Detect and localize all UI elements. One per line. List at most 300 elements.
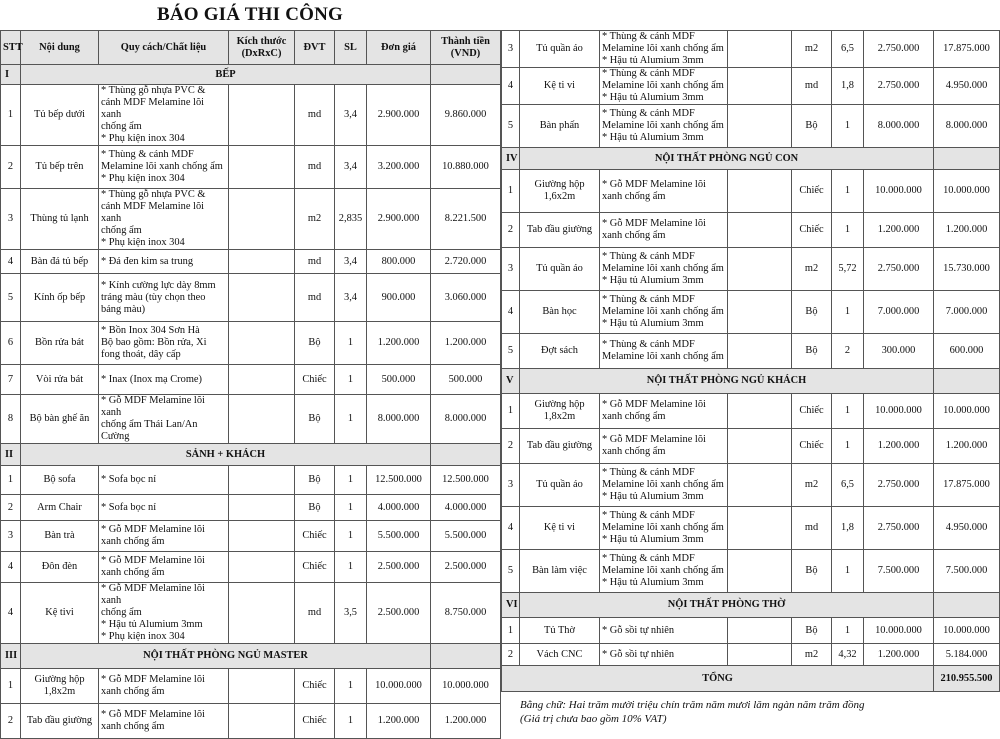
row-total: 10.000.000 (934, 618, 1000, 644)
row-stt: 1 (1, 669, 21, 704)
row-item-name: Thùng tủ lạnh (21, 189, 99, 250)
row-spec: * Thùng & cánh MDF Melamine lõi xanh chống ẩm * Hậu tủ Alumium 3mm (600, 507, 728, 550)
row-stt: 4 (1, 583, 21, 644)
row-item-name: Giường hộp 1,8x2m (21, 669, 99, 704)
section-title: SẢNH + KHÁCH (21, 444, 431, 466)
row-qty: 3,4 (335, 85, 367, 146)
row-item-name: Giường hộp 1,8x2m (520, 394, 600, 429)
row-price: 7.500.000 (864, 550, 934, 593)
row-spec: * Gỗ MDF Melamine lõi xanh chống ẩm (99, 552, 229, 583)
row-spec: * Thùng gỗ nhựa PVC & cánh MDF Melamine lõi xanh chống ẩm * Phụ kiện inox 304 (99, 85, 229, 146)
row-price: 1.200.000 (367, 322, 431, 365)
row-stt: 2 (1, 495, 21, 521)
row-qty: 3,4 (335, 274, 367, 322)
row-total: 4.950.000 (934, 507, 1000, 550)
table-row (1, 395, 501, 444)
row-size (728, 644, 792, 666)
row-price: 2.750.000 (864, 68, 934, 105)
row-item-name: Bàn làm việc (520, 550, 600, 593)
row-unit: Bộ (295, 495, 335, 521)
row-unit: md (295, 85, 335, 146)
row-price: 10.000.000 (864, 618, 934, 644)
vat-note: (Giá trị chưa bao gồm 10% VAT) (520, 713, 667, 725)
row-spec: * Thùng & cánh MDF Melamine lõi xanh chống ẩm * Hậu tủ Alumium 3mm (600, 105, 728, 148)
row-unit: Chiếc (792, 170, 832, 213)
row-total: 7.500.000 (934, 550, 1000, 593)
table-row (1, 495, 501, 521)
row-price: 5.500.000 (367, 521, 431, 552)
amount-in-words-note (520, 698, 990, 726)
table-row (1, 669, 501, 704)
row-stt: 8 (1, 395, 21, 444)
quote-table-left (0, 30, 501, 739)
row-spec: * Sofa bọc nỉ (99, 466, 229, 495)
row-total: 17.875.000 (934, 31, 1000, 68)
row-item-name: Bàn trà (21, 521, 99, 552)
row-spec: * Thùng & cánh MDF Melamine lõi xanh chống ẩm * Hậu tủ Alumium 3mm (600, 464, 728, 507)
row-unit: md (295, 250, 335, 274)
table-row (502, 68, 1000, 105)
section-title: NỘI THẤT PHÒNG THỜ (520, 593, 934, 618)
row-qty: 1,8 (832, 68, 864, 105)
section-blank (934, 369, 1000, 394)
row-qty: 1 (335, 669, 367, 704)
row-qty: 1 (832, 291, 864, 334)
header-unit: ĐVT (295, 31, 335, 65)
row-price: 2.750.000 (864, 464, 934, 507)
left-table-body (1, 65, 501, 739)
row-spec: * Bồn Inox 304 Sơn Hà Bộ bao gồm: Bồn rửa, Xi fong thoát, dây cấp (99, 322, 229, 365)
row-price: 1.200.000 (367, 704, 431, 739)
row-qty: 1 (335, 322, 367, 365)
row-stt: 4 (1, 250, 21, 274)
row-total: 4.000.000 (431, 495, 501, 521)
row-item-name: Bàn đá tủ bếp (21, 250, 99, 274)
row-unit: Bộ (295, 466, 335, 495)
row-stt: 5 (502, 550, 520, 593)
row-size (229, 395, 295, 444)
row-spec: * Inax (Inox mạ Crome) (99, 365, 229, 395)
row-qty: 1 (335, 466, 367, 495)
table-row (1, 189, 501, 250)
row-total: 10.880.000 (431, 146, 501, 189)
row-stt: 5 (1, 274, 21, 322)
row-qty: 4,32 (832, 644, 864, 666)
row-qty: 3,4 (335, 250, 367, 274)
row-size (728, 394, 792, 429)
row-qty: 1 (335, 521, 367, 552)
row-stt: 4 (502, 507, 520, 550)
table-row (502, 429, 1000, 464)
row-stt: 4 (502, 68, 520, 105)
row-qty: 1 (832, 213, 864, 248)
row-spec: * Thùng & cánh MDF Melamine lõi xanh chống ẩm * Hậu tủ Alumium 3mm (600, 31, 728, 68)
section-blank (431, 644, 501, 669)
row-total: 1.200.000 (934, 429, 1000, 464)
row-item-name: Đôn đèn (21, 552, 99, 583)
row-stt: 4 (502, 291, 520, 334)
total-value: 210.955.500 (934, 666, 1000, 692)
row-spec: * Gỗ MDF Melamine lõi xanh chống ẩm Thái Lan/An Cường (99, 395, 229, 444)
row-price: 2.500.000 (367, 552, 431, 583)
row-qty: 1 (832, 618, 864, 644)
row-spec: * Gỗ MDF Melamine lõi xanh chống ẩm (99, 669, 229, 704)
row-price: 1.200.000 (864, 213, 934, 248)
header-size: Kích thước (DxRxC) (229, 31, 295, 65)
row-stt: 1 (502, 618, 520, 644)
table-row (1, 274, 501, 322)
table-row (502, 248, 1000, 291)
row-size (728, 213, 792, 248)
row-item-name: Tủ quần áo (520, 464, 600, 507)
row-size (229, 495, 295, 521)
row-item-name: Arm Chair (21, 495, 99, 521)
section-blank (934, 148, 1000, 170)
header-content: Nội dung (21, 31, 99, 65)
table-row (502, 213, 1000, 248)
section-blank (431, 65, 501, 85)
row-stt: 4 (1, 552, 21, 583)
row-stt: 3 (1, 521, 21, 552)
row-qty: 2 (832, 334, 864, 369)
row-stt: 2 (502, 644, 520, 666)
table-row (1, 146, 501, 189)
row-unit: Chiếc (792, 394, 832, 429)
table-row (1, 365, 501, 395)
row-stt: 5 (502, 334, 520, 369)
row-item-name: Vòi rửa bát (21, 365, 99, 395)
row-price: 900.000 (367, 274, 431, 322)
row-total: 12.500.000 (431, 466, 501, 495)
section-number: V (502, 369, 520, 394)
row-price: 3.200.000 (367, 146, 431, 189)
table-row (502, 105, 1000, 148)
row-size (229, 146, 295, 189)
row-price: 2.500.000 (367, 583, 431, 644)
row-item-name: Bộ sofa (21, 466, 99, 495)
row-item-name: Giường hộp 1,6x2m (520, 170, 600, 213)
table-row (1, 521, 501, 552)
section-row (502, 369, 1000, 394)
table-row (1, 466, 501, 495)
row-size (728, 68, 792, 105)
section-row (1, 644, 501, 669)
row-price: 10.000.000 (864, 170, 934, 213)
table-row (502, 507, 1000, 550)
row-stt: 2 (1, 146, 21, 189)
section-row (1, 65, 501, 85)
row-size (229, 704, 295, 739)
table-row (1, 85, 501, 146)
total-label: TỔNG (502, 666, 934, 692)
row-spec: * Gỗ MDF Melamine lõi xanh chống ẩm (600, 213, 728, 248)
row-unit: Bộ (792, 291, 832, 334)
row-total: 2.500.000 (431, 552, 501, 583)
row-qty: 2,835 (335, 189, 367, 250)
section-title: NỘI THẤT PHÒNG NGỦ CON (520, 148, 934, 170)
row-qty: 1 (335, 704, 367, 739)
table-row (502, 31, 1000, 68)
row-price: 1.200.000 (864, 644, 934, 666)
row-qty: 1,8 (832, 507, 864, 550)
table-row (502, 394, 1000, 429)
row-unit: Bộ (792, 105, 832, 148)
row-size (728, 550, 792, 593)
row-item-name: Đợt sách (520, 334, 600, 369)
row-size (728, 618, 792, 644)
row-spec: * Sofa bọc nỉ (99, 495, 229, 521)
table-row (1, 704, 501, 739)
quote-table-right (501, 30, 1000, 692)
section-blank (934, 593, 1000, 618)
row-spec: * Gỗ MDF Melamine lõi xanh chống ẩm * Hậu tủ Alumium 3mm * Phụ kiện inox 304 (99, 583, 229, 644)
row-price: 2.900.000 (367, 85, 431, 146)
row-size (728, 105, 792, 148)
table-row (502, 291, 1000, 334)
row-unit: Chiếc (295, 521, 335, 552)
row-item-name: Tab đầu giường (21, 704, 99, 739)
row-size (229, 583, 295, 644)
table-row (1, 250, 501, 274)
row-unit: Bộ (792, 550, 832, 593)
row-item-name: Tủ bếp trên (21, 146, 99, 189)
row-unit: Chiếc (792, 213, 832, 248)
row-unit: m2 (792, 248, 832, 291)
row-total: 1.200.000 (431, 322, 501, 365)
row-item-name: Kính ốp bếp (21, 274, 99, 322)
row-size (229, 669, 295, 704)
row-stt: 3 (502, 31, 520, 68)
row-item-name: Tủ bếp dưới (21, 85, 99, 146)
row-total: 17.875.000 (934, 464, 1000, 507)
section-number: VI (502, 593, 520, 618)
row-size (229, 274, 295, 322)
row-spec: * Kính cường lực dày 8mm tráng màu (tùy chọn theo bảng màu) (99, 274, 229, 322)
section-title: NỘI THẤT PHÒNG NGỦ KHÁCH (520, 369, 934, 394)
row-price: 4.000.000 (367, 495, 431, 521)
row-total: 8.000.000 (431, 395, 501, 444)
row-price: 12.500.000 (367, 466, 431, 495)
row-stt: 1 (1, 466, 21, 495)
row-price: 2.750.000 (864, 248, 934, 291)
row-unit: Chiếc (295, 669, 335, 704)
table-row (1, 583, 501, 644)
row-stt: 2 (502, 429, 520, 464)
row-unit: m2 (792, 464, 832, 507)
header-total: Thành tiền (VND) (431, 31, 501, 65)
header-stt: STT (1, 31, 21, 65)
section-number: IV (502, 148, 520, 170)
table-row (502, 644, 1000, 666)
row-stt: 7 (1, 365, 21, 395)
row-price: 500.000 (367, 365, 431, 395)
row-unit: Chiếc (792, 429, 832, 464)
header-row (1, 31, 501, 65)
row-item-name: Vách CNC (520, 644, 600, 666)
row-unit: Chiếc (295, 365, 335, 395)
row-size (229, 322, 295, 365)
row-size (229, 466, 295, 495)
row-unit: Bộ (792, 334, 832, 369)
row-stt: 1 (502, 394, 520, 429)
row-spec: * Gỗ MDF Melamine lõi xanh chống ẩm (600, 170, 728, 213)
row-qty: 1 (832, 429, 864, 464)
row-price: 2.750.000 (864, 31, 934, 68)
row-price: 2.750.000 (864, 507, 934, 550)
table-row (502, 464, 1000, 507)
row-qty: 1 (832, 170, 864, 213)
row-price: 800.000 (367, 250, 431, 274)
row-qty: 1 (832, 394, 864, 429)
row-price: 10.000.000 (864, 394, 934, 429)
row-size (728, 291, 792, 334)
row-item-name: Kệ tivi (21, 583, 99, 644)
row-price: 2.900.000 (367, 189, 431, 250)
table-row (502, 550, 1000, 593)
row-stt: 3 (502, 464, 520, 507)
row-total: 10.000.000 (934, 170, 1000, 213)
row-item-name: Kệ ti vi (520, 68, 600, 105)
row-total: 2.720.000 (431, 250, 501, 274)
row-total: 8.221.500 (431, 189, 501, 250)
row-item-name: Tủ quần áo (520, 248, 600, 291)
row-total: 5.184.000 (934, 644, 1000, 666)
row-qty: 1 (335, 365, 367, 395)
row-spec: * Thùng & cánh MDF Melamine lõi xanh chống ẩm * Hậu tủ Alumium 3mm (600, 550, 728, 593)
row-spec: * Thùng & cánh MDF Melamine lõi xanh chống ẩm * Hậu tủ Alumium 3mm (600, 291, 728, 334)
row-spec: * Thùng & cánh MDF Melamine lõi xanh chống ẩm (600, 334, 728, 369)
row-total: 3.060.000 (431, 274, 501, 322)
row-total: 5.500.000 (431, 521, 501, 552)
row-item-name: Tab đầu giường (520, 429, 600, 464)
row-unit: m2 (792, 644, 832, 666)
row-qty: 1 (832, 105, 864, 148)
section-title: NỘI THẤT PHÒNG NGỦ MASTER (21, 644, 431, 669)
row-total: 1.200.000 (431, 704, 501, 739)
right-table-body (502, 31, 1000, 666)
row-size (229, 85, 295, 146)
row-total: 7.000.000 (934, 291, 1000, 334)
row-unit: Bộ (295, 395, 335, 444)
row-price: 8.000.000 (864, 105, 934, 148)
row-total: 1.200.000 (934, 213, 1000, 248)
row-spec: * Gỗ MDF Melamine lõi xanh chống ẩm (99, 521, 229, 552)
row-size (728, 170, 792, 213)
row-qty: 3,5 (335, 583, 367, 644)
row-unit: md (792, 68, 832, 105)
header-qty: SL (335, 31, 367, 65)
row-stt: 1 (1, 85, 21, 146)
row-stt: 1 (502, 170, 520, 213)
row-spec: * Thùng gỗ nhựa PVC & cánh MDF Melamine lõi xanh chống ẩm * Phụ kiện inox 304 (99, 189, 229, 250)
row-stt: 6 (1, 322, 21, 365)
row-total: 10.000.000 (934, 394, 1000, 429)
row-spec: * Gỗ MDF Melamine lõi xanh chống ẩm (600, 429, 728, 464)
row-unit: Bộ (295, 322, 335, 365)
row-unit: md (295, 146, 335, 189)
table-row (502, 170, 1000, 213)
row-size (229, 189, 295, 250)
row-price: 10.000.000 (367, 669, 431, 704)
row-unit: m2 (792, 31, 832, 68)
row-size (728, 464, 792, 507)
row-size (728, 31, 792, 68)
row-total: 4.950.000 (934, 68, 1000, 105)
row-qty: 1 (335, 552, 367, 583)
section-number: I (1, 65, 21, 85)
table-row (502, 334, 1000, 369)
section-number: II (1, 444, 21, 466)
row-unit: Bộ (792, 618, 832, 644)
row-unit: md (295, 583, 335, 644)
row-size (728, 507, 792, 550)
table-row (1, 552, 501, 583)
row-total: 500.000 (431, 365, 501, 395)
row-total: 8.750.000 (431, 583, 501, 644)
row-item-name: Tủ Thờ (520, 618, 600, 644)
row-unit: Chiếc (295, 552, 335, 583)
page-title: BÁO GIÁ THI CÔNG (156, 4, 344, 25)
table-row (502, 618, 1000, 644)
row-qty: 1 (335, 395, 367, 444)
row-size (728, 429, 792, 464)
row-unit: m2 (295, 189, 335, 250)
row-size (229, 365, 295, 395)
row-stt: 3 (1, 189, 21, 250)
section-blank (431, 444, 501, 466)
row-spec: * Thùng & cánh MDF Melamine lõi xanh chống ẩm * Hậu tủ Alumium 3mm (600, 68, 728, 105)
row-item-name: Bàn phấn (520, 105, 600, 148)
row-spec: * Gỗ MDF Melamine lõi xanh chống ẩm (99, 704, 229, 739)
row-qty: 1 (832, 550, 864, 593)
header-spec: Quy cách/Chất liệu (99, 31, 229, 65)
row-item-name: Kệ ti vi (520, 507, 600, 550)
amount-in-words: Bằng chữ: Hai trăm mười triệu chín trăm năm mươi lăm ngàn năm trăm đồng (520, 699, 865, 711)
section-row (1, 444, 501, 466)
row-item-name: Bàn học (520, 291, 600, 334)
row-price: 1.200.000 (864, 429, 934, 464)
section-title: BẾP (21, 65, 431, 85)
row-qty: 6,5 (832, 31, 864, 68)
row-stt: 2 (502, 213, 520, 248)
row-size (229, 250, 295, 274)
header-price: Đơn giá (367, 31, 431, 65)
section-row (502, 148, 1000, 170)
row-item-name: Bồn rửa bát (21, 322, 99, 365)
row-unit: Chiếc (295, 704, 335, 739)
row-size (229, 552, 295, 583)
total-row (502, 666, 1000, 692)
row-spec: * Gỗ MDF Melamine lõi xanh chống ẩm (600, 394, 728, 429)
row-stt: 5 (502, 105, 520, 148)
row-item-name: Tab đầu giường (520, 213, 600, 248)
row-price: 7.000.000 (864, 291, 934, 334)
row-size (728, 248, 792, 291)
row-unit: md (295, 274, 335, 322)
section-row (502, 593, 1000, 618)
row-total: 600.000 (934, 334, 1000, 369)
row-qty: 5,72 (832, 248, 864, 291)
table-row (1, 322, 501, 365)
row-spec: * Thùng & cánh MDF Melamine lõi xanh chống ẩm * Hậu tủ Alumium 3mm (600, 248, 728, 291)
row-stt: 2 (1, 704, 21, 739)
row-item-name: Tủ quần áo (520, 31, 600, 68)
row-total: 10.000.000 (431, 669, 501, 704)
section-number: III (1, 644, 21, 669)
row-total: 15.730.000 (934, 248, 1000, 291)
row-item-name: Bộ bàn ghế ăn (21, 395, 99, 444)
row-spec: * Gỗ sồi tự nhiên (600, 644, 728, 666)
